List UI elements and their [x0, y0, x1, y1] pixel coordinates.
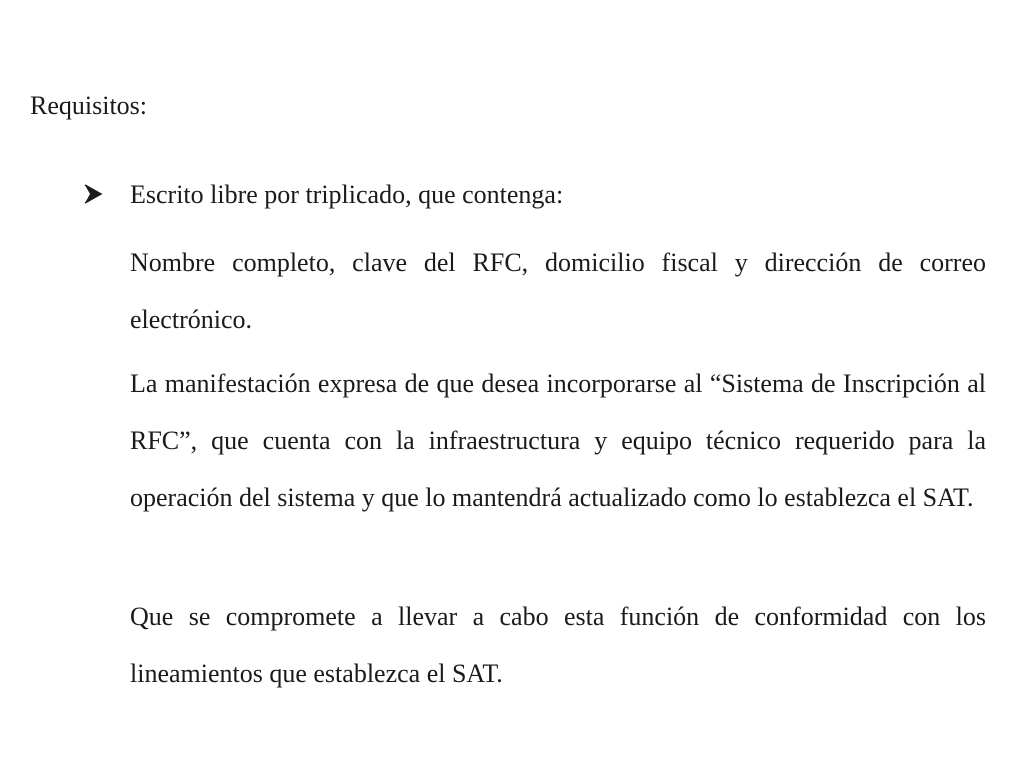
- paragraph-name-rfc: Nombre completo, clave del RFC, domicilio fiscal y dirección de correo electrónico.: [130, 248, 986, 334]
- page-title: Requisitos:: [30, 91, 148, 120]
- bullet-item: [82, 175, 992, 217]
- paragraph-manifestation: La manifestación expresa de que desea incorporarse al “Sistema de Inscripción al RFC”, que cuenta con la infraestructura y equipo técnico requerido para la operación del sistema y que lo mantendrá actualizado como lo establezca el SAT.: [130, 369, 986, 512]
- bullet-text: Escrito libre por triplicado, que contenga:: [130, 180, 564, 209]
- paragraph-commitment: Que se compromete a llevar a cabo esta función de conformidad con los lineamientos que establezca el SAT.: [130, 602, 986, 688]
- arrow-bullet-icon: [82, 177, 130, 217]
